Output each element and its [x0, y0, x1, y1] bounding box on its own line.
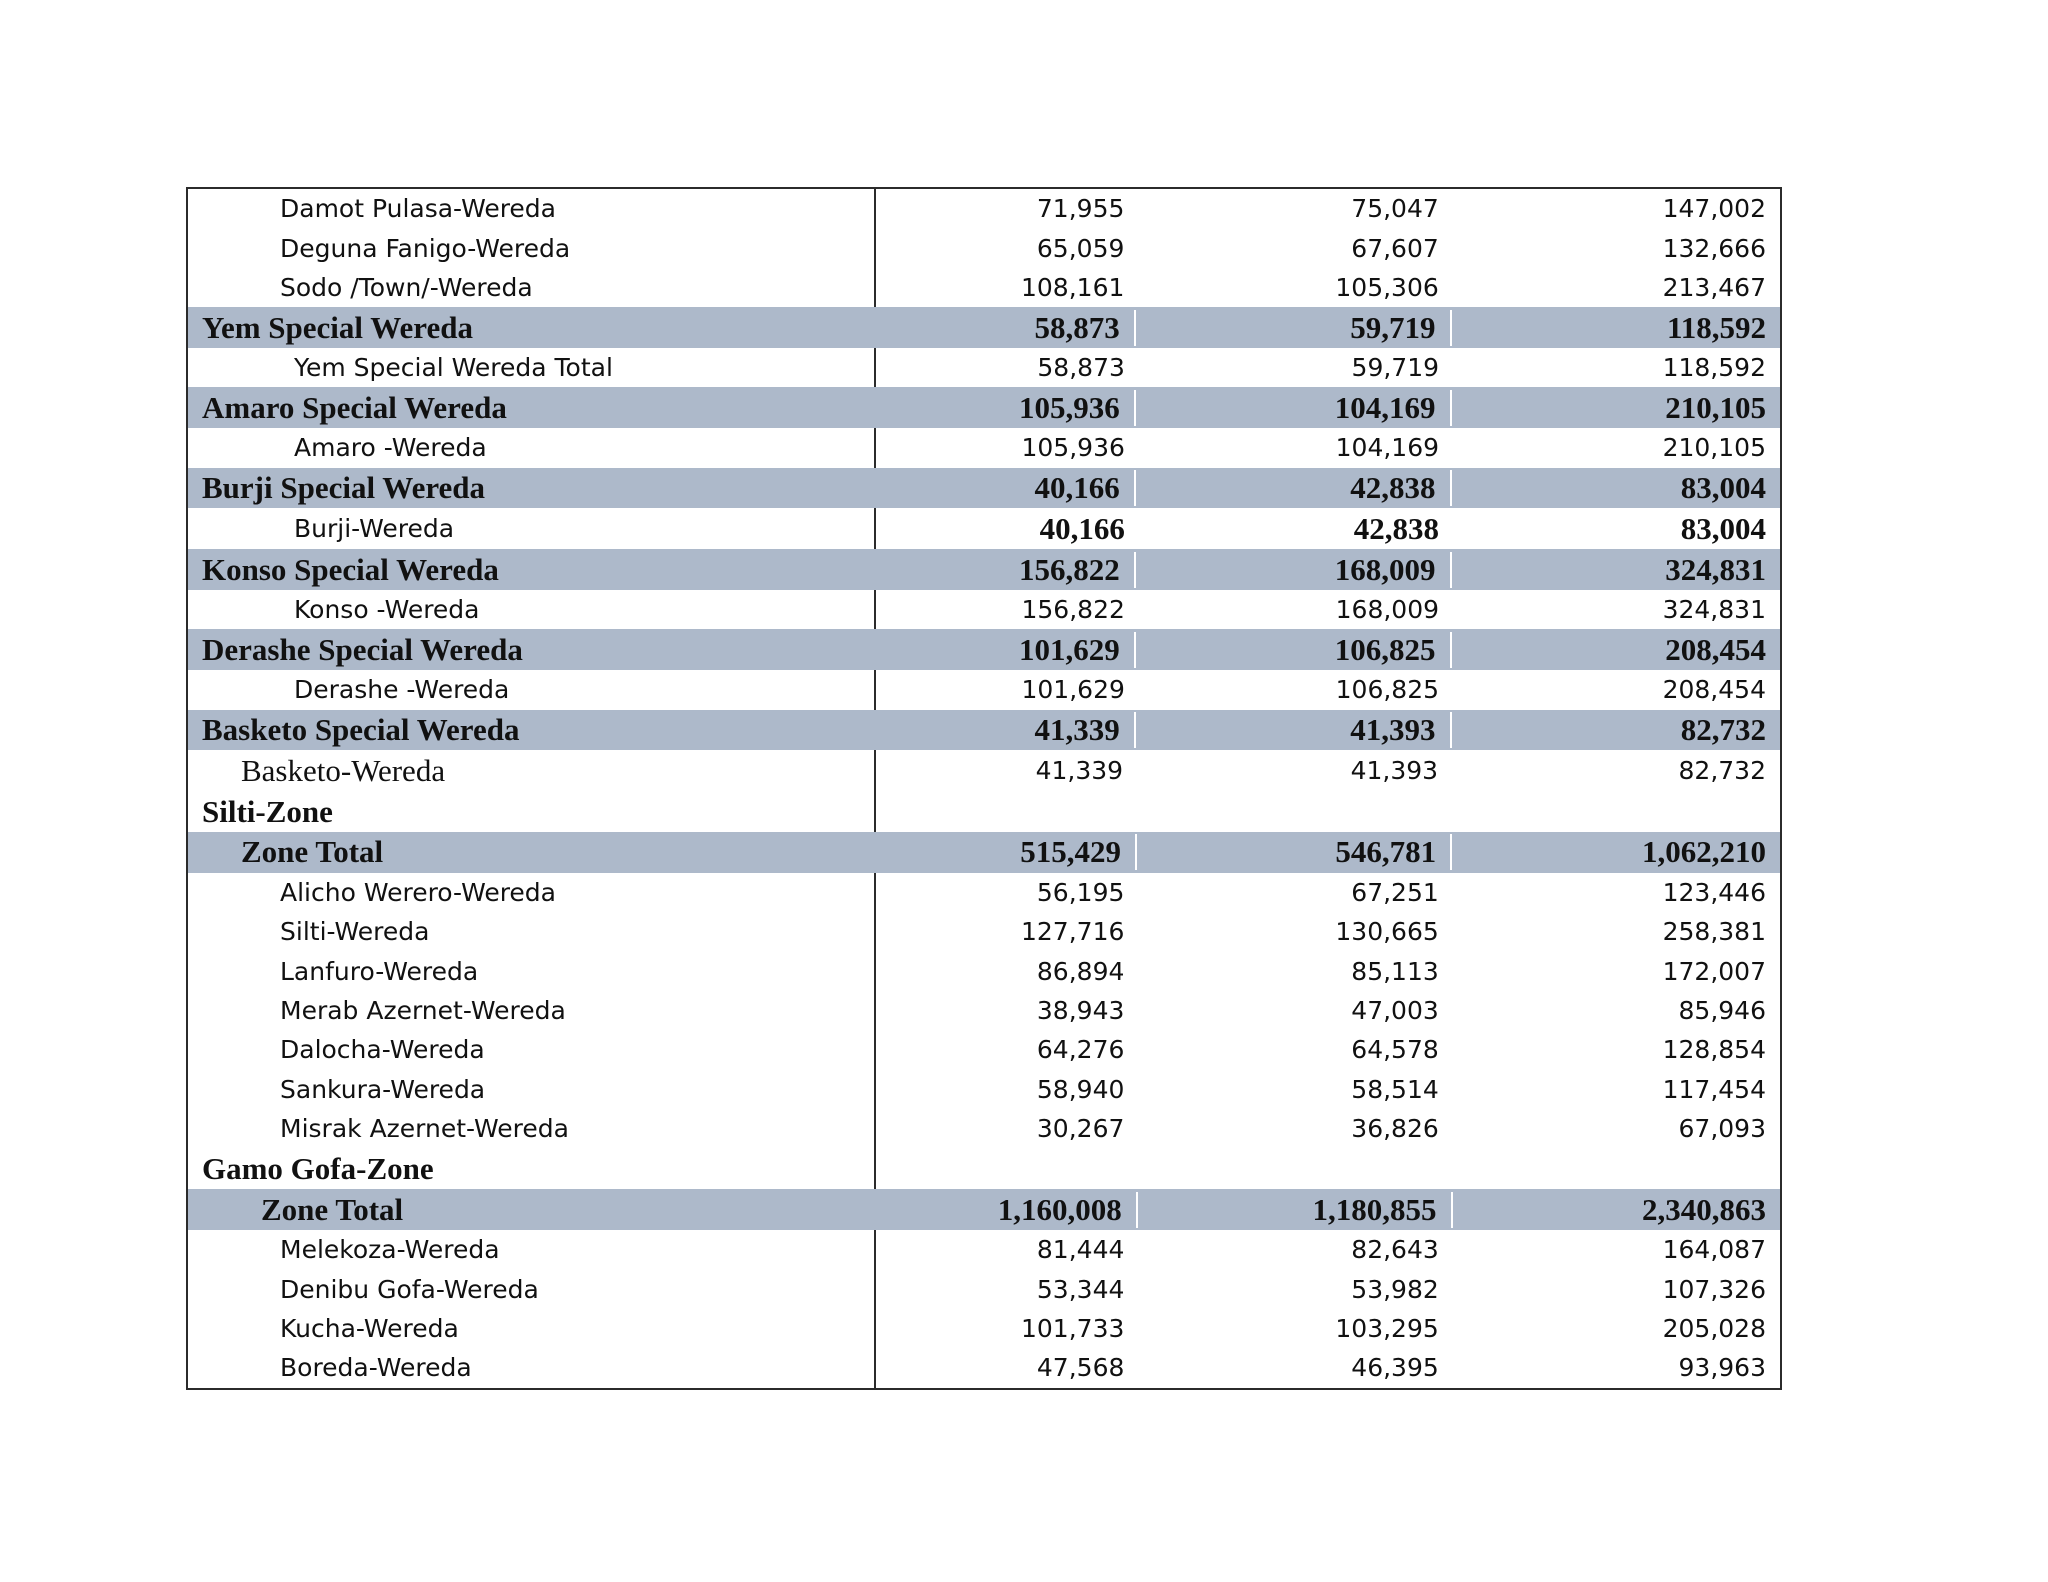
table-body: [188, 189, 1780, 1388]
row-name: Basketo-Wereda: [241, 752, 446, 788]
row-male: 58,873: [820, 310, 1136, 346]
row-name: Gamo Gofa-Zone: [202, 1150, 434, 1186]
row-male: 47,568: [1036, 1353, 1125, 1383]
row-total: 117,454: [1662, 1074, 1766, 1104]
summary-row: [188, 549, 1780, 590]
table-row: [188, 1230, 1780, 1269]
summary-row: [188, 468, 1780, 509]
row-total: 118,592: [1662, 353, 1766, 383]
row-male: 156,822: [1021, 595, 1125, 625]
row-name: Basketo Special Wereda: [202, 711, 520, 747]
row-total: 210,105: [1662, 433, 1766, 463]
table-row: [188, 1070, 1780, 1109]
row-total: 258,381: [1662, 917, 1766, 947]
row-name: Burji-Wereda: [294, 514, 455, 544]
row-female: 59,719: [1351, 353, 1440, 383]
row-male: 30,267: [1036, 1114, 1125, 1144]
row-name: Derashe -Wereda: [294, 675, 510, 705]
row-male: 40,166: [820, 470, 1136, 506]
row-female: 130,665: [1335, 917, 1439, 947]
row-male: 101,629: [820, 632, 1136, 668]
row-male: 53,344: [1036, 1274, 1125, 1304]
row-male: 71,955: [1036, 194, 1125, 224]
row-female: 67,251: [1351, 877, 1439, 907]
row-female: 53,982: [1351, 1274, 1439, 1304]
row-male: 127,716: [1021, 917, 1125, 947]
row-male: 64,276: [1036, 1035, 1125, 1065]
table-row: [188, 508, 1780, 549]
row-total: 210,105: [1665, 389, 1767, 425]
row-name: Sodo /Town/-Wereda: [280, 272, 533, 302]
row-total: 67,093: [1678, 1114, 1766, 1144]
zone-heading-row: [188, 1148, 1780, 1189]
table-row: [188, 912, 1780, 951]
summary-row: [188, 307, 1780, 348]
row-male: 41,339: [1035, 756, 1124, 786]
row-total: 85,946: [1678, 996, 1766, 1026]
row-female: 36,826: [1351, 1114, 1439, 1144]
row-female: 46,395: [1351, 1353, 1439, 1383]
row-total: 83,004: [1680, 510, 1766, 546]
row-name: Derashe Special Wereda: [202, 631, 523, 667]
row-female: 105,306: [1335, 272, 1439, 302]
row-female: 104,169: [1136, 390, 1452, 426]
table-row: [188, 670, 1780, 709]
row-total: 118,592: [1666, 309, 1767, 345]
row-name: Konso -Wereda: [294, 595, 480, 625]
row-total: 147,002: [1662, 194, 1766, 224]
table-row: [188, 348, 1780, 387]
table-row: [188, 991, 1780, 1030]
row-name: Yem Special Wereda: [202, 309, 473, 345]
row-female: 106,825: [1335, 675, 1440, 705]
table-row: [188, 268, 1780, 307]
table-row: [188, 873, 1780, 912]
row-male: 156,822: [820, 552, 1136, 588]
row-male: 40,166: [1039, 510, 1125, 546]
population-table: [186, 187, 1782, 1390]
row-male: 86,894: [1036, 956, 1125, 986]
row-female: 75,047: [1351, 194, 1439, 224]
table-row: [188, 228, 1780, 267]
row-male: 81,444: [1036, 1235, 1125, 1265]
row-total: 128,854: [1662, 1035, 1766, 1065]
row-total: 82,732: [1678, 756, 1766, 786]
row-name: Burji Special Wereda: [202, 469, 486, 505]
row-total: 324,831: [1662, 595, 1766, 625]
row-female: 546,781: [1137, 834, 1452, 870]
table-row: [188, 1269, 1780, 1308]
table-row: [188, 750, 1780, 791]
row-name: Silti-Wereda: [280, 917, 430, 947]
row-name: Denibu Gofa-Wereda: [280, 1274, 539, 1304]
row-total: 208,454: [1665, 631, 1767, 667]
row-female: 104,169: [1335, 433, 1440, 463]
row-female: 41,393: [1350, 756, 1439, 786]
summary-row: [188, 1189, 1780, 1230]
row-total: 107,326: [1662, 1274, 1766, 1304]
row-male: 515,429: [822, 834, 1137, 870]
row-female: 42,838: [1353, 510, 1440, 546]
row-female: 59,719: [1136, 310, 1452, 346]
table-row: [188, 951, 1780, 990]
row-male: 58,940: [1036, 1074, 1125, 1104]
summary-row: [188, 387, 1780, 428]
row-male: 101,733: [1021, 1314, 1125, 1343]
row-male: 1,160,008: [823, 1192, 1138, 1228]
row-name: Merab Azernet-Wereda: [280, 996, 566, 1026]
table-row: [188, 1109, 1780, 1148]
row-female: 42,838: [1136, 470, 1452, 506]
row-name: Lanfuro-Wereda: [280, 956, 479, 986]
row-total: 123,446: [1662, 877, 1766, 907]
row-female: 1,180,855: [1138, 1192, 1453, 1228]
row-name: Sankura-Wereda: [280, 1074, 486, 1104]
zone-heading-row: [188, 791, 1780, 832]
row-name: Zone Total: [261, 1191, 404, 1227]
row-male: 38,943: [1036, 996, 1125, 1026]
row-female: 168,009: [1136, 552, 1452, 588]
row-male: 56,195: [1036, 877, 1125, 907]
row-name: Silti-Zone: [202, 793, 333, 829]
row-name: Boreda-Wereda: [280, 1353, 472, 1383]
row-female: 64,578: [1351, 1035, 1439, 1065]
row-male: 105,936: [1021, 433, 1125, 463]
table-row: [188, 590, 1780, 629]
row-total: 83,004: [1680, 469, 1767, 505]
row-name: Zone Total: [241, 834, 384, 870]
row-name: Amaro Special Wereda: [202, 389, 507, 425]
row-name: Deguna Fanigo-Wereda: [280, 233, 571, 263]
row-total: 132,666: [1662, 233, 1766, 263]
row-total: 208,454: [1662, 675, 1766, 705]
row-female: 58,514: [1351, 1074, 1439, 1104]
row-name: Yem Special Wereda Total: [294, 353, 613, 383]
table-row: [188, 1309, 1780, 1348]
summary-row: [188, 832, 1780, 873]
row-total: 213,467: [1662, 272, 1766, 302]
row-name: Damot Pulasa-Wereda: [280, 194, 557, 224]
row-male: 108,161: [1021, 272, 1125, 302]
row-female: 82,643: [1351, 1235, 1439, 1265]
row-total: 1,062,210: [1642, 834, 1766, 870]
row-name: Kucha-Wereda: [280, 1314, 459, 1343]
row-female: 41,393: [1136, 712, 1452, 748]
row-name: Melekoza-Wereda: [280, 1235, 500, 1265]
table-row: [188, 189, 1780, 228]
row-female: 106,825: [1136, 632, 1452, 668]
table-row: [188, 1030, 1780, 1069]
summary-row: [188, 710, 1780, 751]
row-female: 103,295: [1335, 1314, 1439, 1343]
row-total: 324,831: [1665, 551, 1767, 587]
row-male: 101,629: [1021, 675, 1125, 705]
table-row: [188, 1348, 1780, 1387]
row-female: 47,003: [1351, 996, 1439, 1026]
row-total: 205,028: [1662, 1314, 1766, 1343]
row-name: Alicho Werero-Wereda: [280, 877, 557, 907]
table-row: [188, 428, 1780, 467]
row-total: 172,007: [1662, 956, 1766, 986]
summary-row: [188, 629, 1780, 670]
row-total: 82,732: [1680, 711, 1767, 747]
row-male: 58,873: [1037, 353, 1125, 383]
row-female: 168,009: [1335, 595, 1440, 625]
row-male: 41,339: [820, 712, 1136, 748]
row-female: 85,113: [1351, 956, 1439, 986]
row-name: Dalocha-Wereda: [280, 1035, 485, 1065]
row-total: 93,963: [1678, 1353, 1766, 1383]
row-name: Konso Special Wereda: [202, 551, 499, 587]
row-total: 2,340,863: [1642, 1191, 1766, 1227]
row-female: 67,607: [1351, 233, 1439, 263]
row-name: Misrak Azernet-Wereda: [280, 1114, 569, 1144]
row-total: 164,087: [1662, 1235, 1766, 1265]
row-male: 65,059: [1036, 233, 1125, 263]
row-male: 105,936: [820, 390, 1136, 426]
row-name: Amaro -Wereda: [294, 433, 487, 463]
